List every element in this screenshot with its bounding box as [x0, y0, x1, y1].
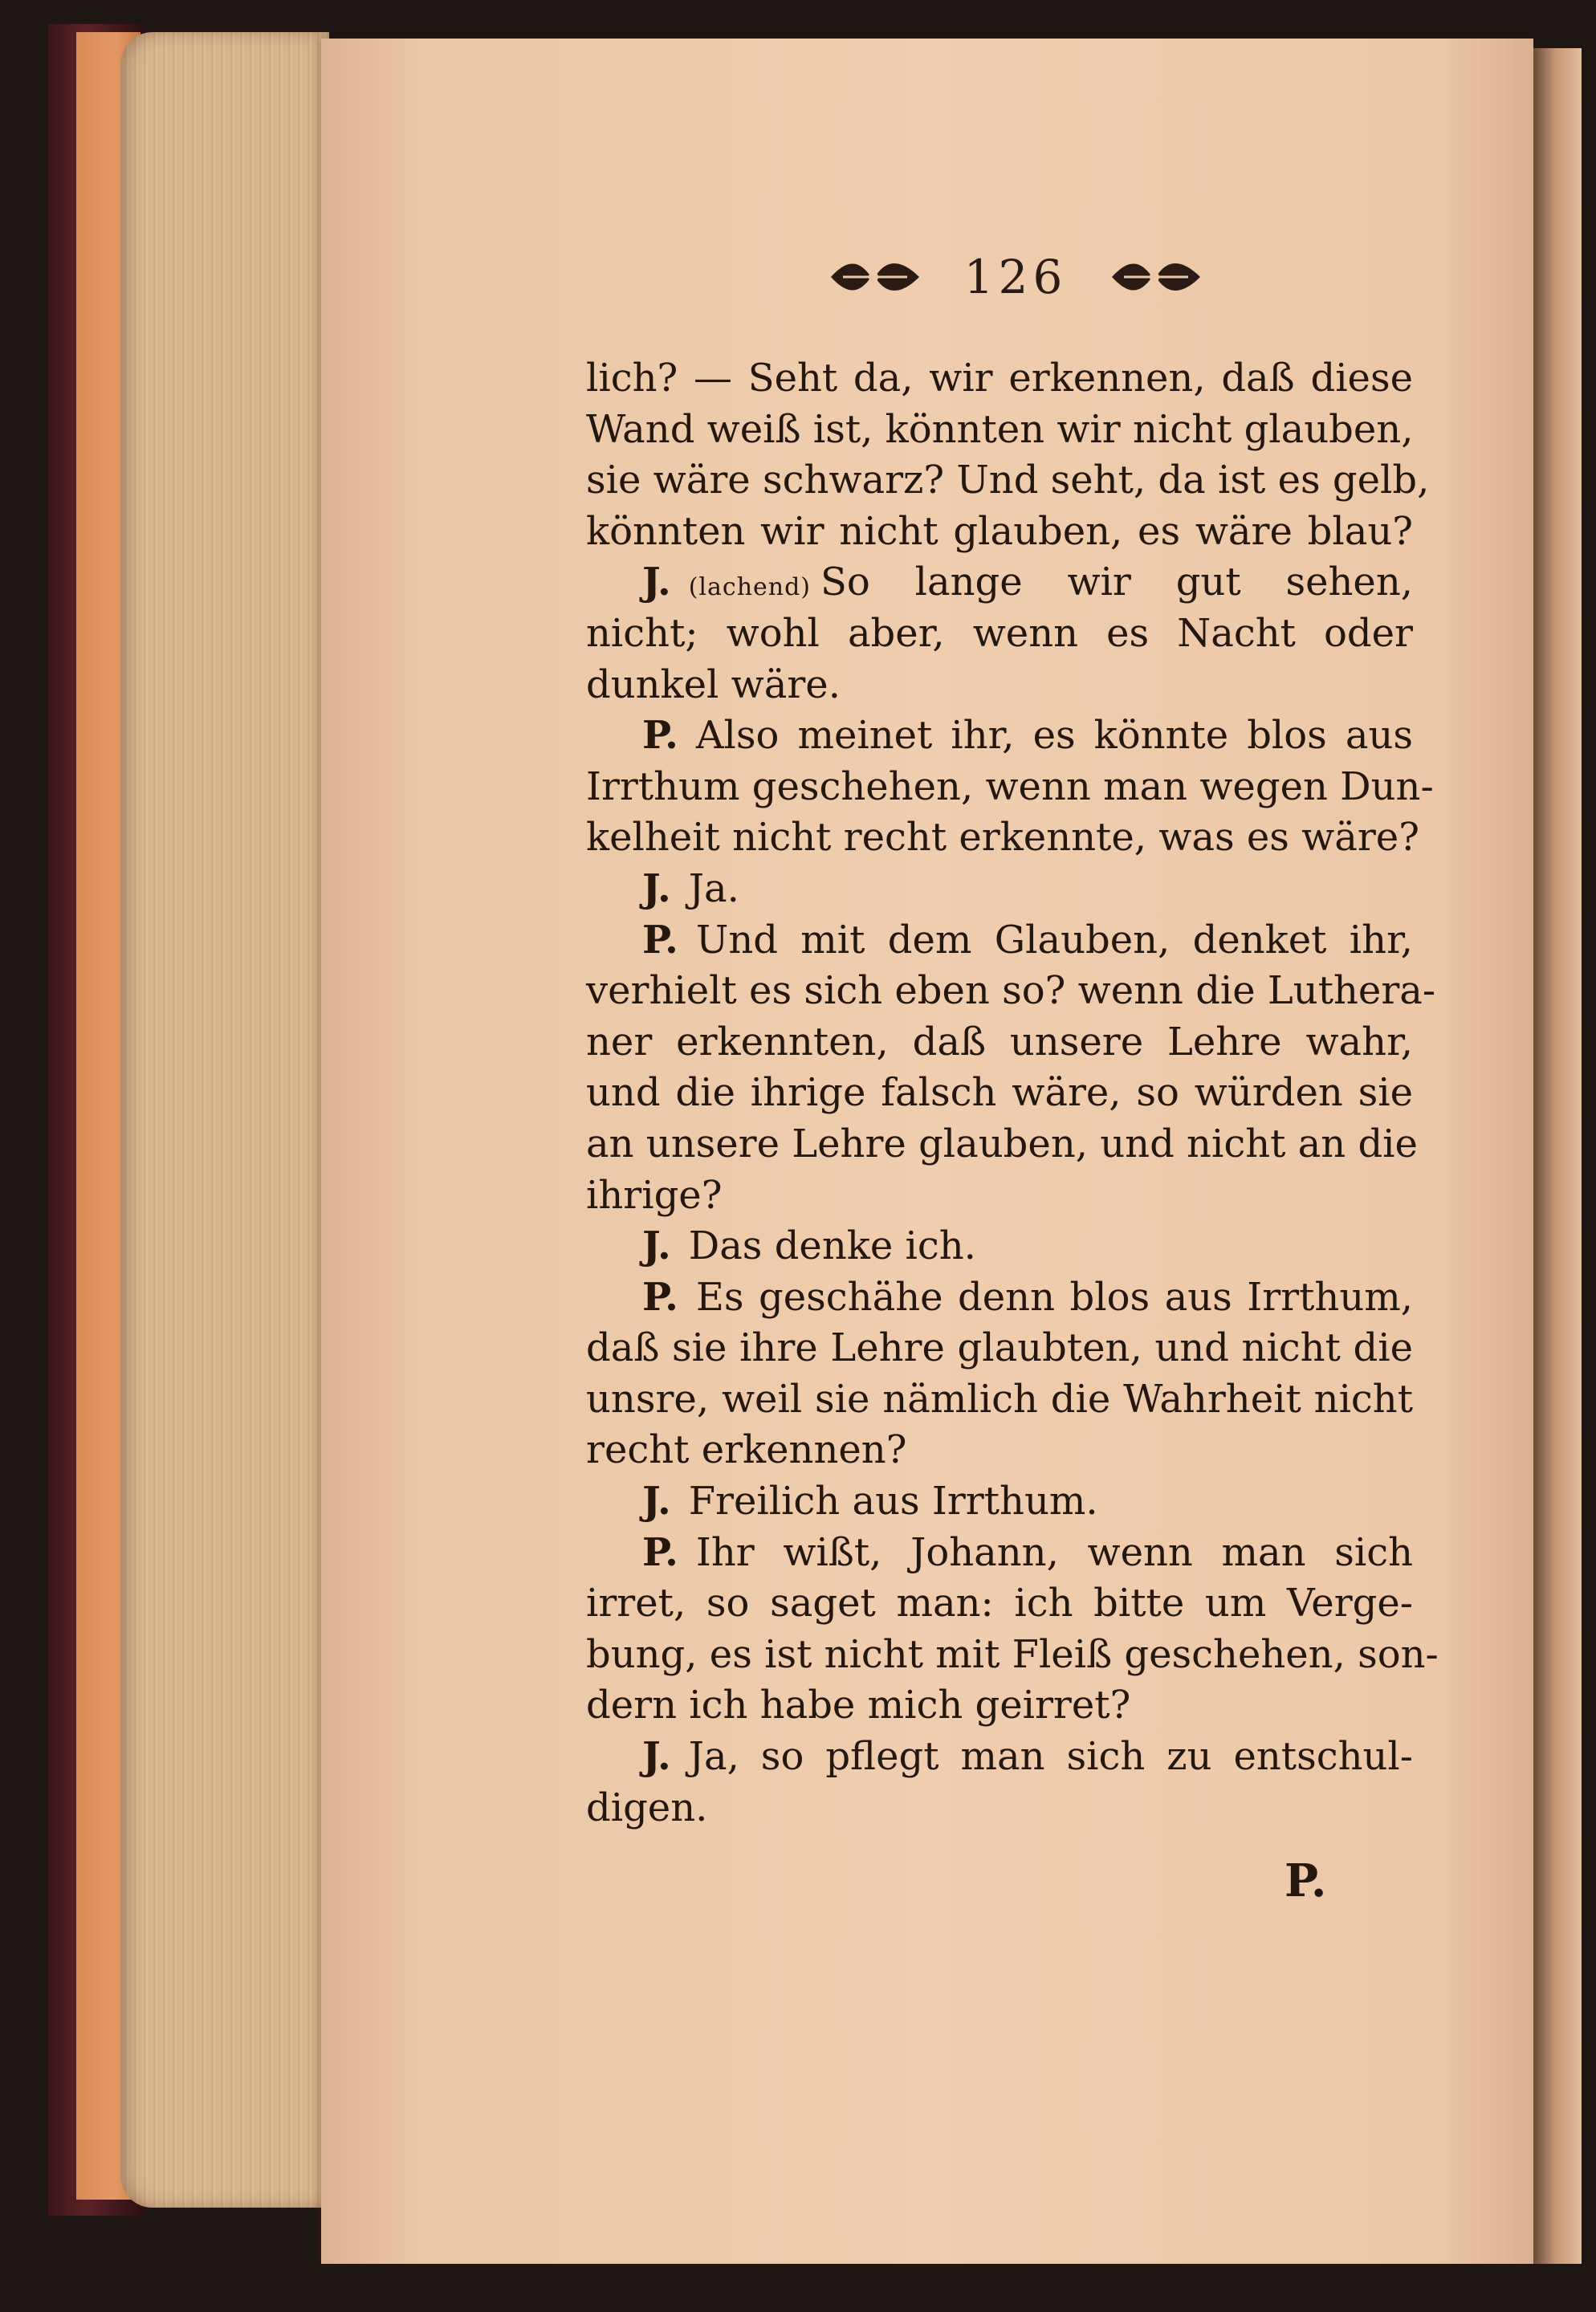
- speaker-label: J.: [642, 1223, 671, 1269]
- fleuron-ornament-icon: [827, 253, 923, 301]
- dialogue-line: P. Es geschähe denn blos aus Irrthum,: [642, 1274, 1413, 1320]
- text-line: ihrige?: [586, 1172, 723, 1218]
- text-line: daß sie ihre Lehre glaubten, und nicht die: [586, 1325, 1413, 1371]
- text-line: sie wäre schwarz? Und seht, da ist es gelb,: [586, 458, 1430, 503]
- text-line: lich? — Seht da, wir erkennen, daß diese: [586, 356, 1413, 401]
- text-line: könnten wir nicht glauben, es wäre blau?: [586, 508, 1413, 554]
- stage-direction: (lachend): [688, 573, 811, 602]
- page-edges: [120, 32, 329, 2208]
- running-header: [827, 241, 1204, 313]
- text-line: ner erkennten, daß unsere Lehre wahr,: [586, 1019, 1413, 1064]
- dialogue-line: J. Das denke ich.: [642, 1223, 976, 1269]
- text-line: dunkel wäre.: [586, 661, 841, 707]
- text-line: unsre, weil sie nämlich die Wahrheit nicht: [586, 1376, 1413, 1422]
- fleuron-ornament-icon: [1108, 253, 1204, 301]
- dialogue-line: P. Und mit dem Glauben, denket ihr,: [642, 917, 1413, 963]
- text-line: irret, so saget man: ich bitte um Verge-: [586, 1581, 1413, 1626]
- catchword: P.: [1285, 1854, 1327, 1907]
- dialogue-line: J. Ja.: [642, 865, 739, 911]
- speaker-label: J.: [642, 865, 671, 911]
- speaker-label: P.: [642, 1274, 678, 1320]
- dialogue-line: P. Ihr wißt, Johann, wenn man sich: [642, 1529, 1413, 1575]
- text-line: recht erkennen?: [586, 1427, 907, 1473]
- dialogue-line: J. Freilich aus Irrthum.: [642, 1479, 1098, 1524]
- text-line: an unsere Lehre glauben, und nicht an die: [586, 1121, 1418, 1166]
- text-line: Wand weiß ist, könnten wir nicht glauben,: [586, 406, 1414, 452]
- text-line: kelheit nicht recht erkennte, was es wäre?: [586, 815, 1419, 861]
- body-text: [586, 353, 1439, 1834]
- book-gutter: [1533, 48, 1582, 2264]
- text-line: und die ihrige falsch wäre, so würden sie: [586, 1070, 1413, 1116]
- speaker-label: J.: [642, 1479, 671, 1524]
- text-line: digen.: [586, 1785, 708, 1830]
- speaker-label: J.: [642, 1734, 671, 1780]
- speaker-label: J.: [642, 560, 671, 605]
- dialogue-line: J. (lachend) So lange wir gut sehen,: [642, 560, 1413, 605]
- text-line: verhielt es sich eben so? wenn die Luthera-: [586, 968, 1436, 1014]
- text-line: bung, es ist nicht mit Fleiß geschehen, son-: [586, 1631, 1439, 1677]
- speaker-label: P.: [642, 713, 678, 759]
- dialogue-line: P. Also meinet ihr, es könnte blos aus: [642, 713, 1413, 759]
- text-line: dern ich habe mich geirret?: [586, 1683, 1131, 1728]
- text-line: Irrthum geschehen, wenn man wegen Dun-: [586, 763, 1434, 809]
- speaker-label: P.: [642, 917, 678, 963]
- text-line: nicht; wohl aber, wenn es Nacht oder: [586, 610, 1413, 656]
- dialogue-line: J. Ja, so pflegt man sich zu entschul-: [642, 1734, 1413, 1780]
- page-number: 126: [963, 250, 1068, 304]
- speaker-label: P.: [642, 1529, 678, 1575]
